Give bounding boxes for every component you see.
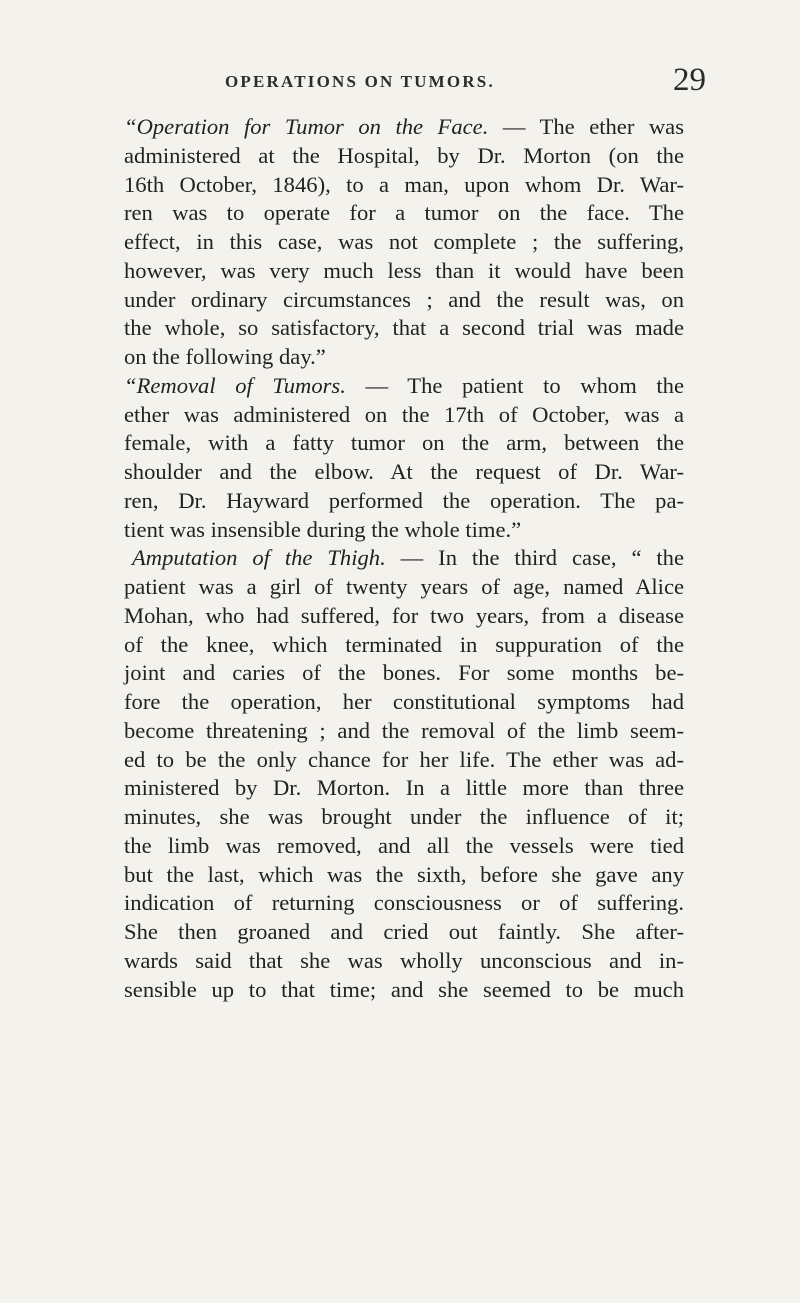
text-line: the whole, so satisfactory, that a second trial was made (124, 315, 684, 341)
text-line: but the last, which was the sixth, before she gave any (124, 861, 684, 887)
page-number: 29 (673, 62, 706, 98)
text-line: Amputation of the Thigh. — In the third case, “ the (132, 545, 685, 571)
text-line: joint and caries of the bones. For some months be- (124, 660, 684, 686)
running-head (0, 64, 800, 104)
section-heading: Amputation of the Thigh. (132, 545, 386, 571)
text-line: wards said that she was wholly unconscious and in- (124, 947, 684, 973)
text-line: of the knee, which terminated in suppuration of the (124, 631, 684, 657)
body-text (124, 113, 684, 1004)
text-line: sensible up to that time; and she seemed to be much (124, 976, 684, 1002)
text-line: Mohan, who had suffered, for two years, from a disease (124, 602, 684, 628)
text-line: patient was a girl of twenty years of age, named Alice (124, 574, 684, 599)
text-line: female, with a fatty tumor on the arm, between the (124, 430, 684, 456)
text-line: minutes, she was brought under the influence of it; (124, 804, 684, 829)
text-line: 16th October, 1846), to a man, upon whom Dr. War- (124, 171, 684, 197)
running-head-title: OPERATIONS ON TUMORS. (225, 72, 495, 91)
text-line: ren was to operate for a tumor on the face. The (124, 200, 684, 226)
text-line: shoulder and the elbow. At the request of Dr. War- (124, 459, 684, 484)
text-line: become threatening ; and the removal of the limb seem- (124, 717, 684, 743)
text-line: administered at the Hospital, by Dr. Morton (on the (124, 142, 684, 168)
section-heading: “Operation for Tumor on the Face. (124, 114, 489, 139)
text-line: under ordinary circumstances ; and the result was, on (124, 286, 684, 312)
text-line: ren, Dr. Hayward performed the operation. The pa- (124, 487, 684, 513)
text-line: ether was administered on the 17th of October, was a (124, 401, 684, 427)
text-line: “Operation for Tumor on the Face. — The ether was (124, 114, 685, 139)
text-line: indication of returning consciousness or of suffering. (124, 890, 684, 916)
text-line: effect, in this case, was not complete ; the suffering, (124, 229, 684, 254)
text-line: fore the operation, her constitutional symptoms had (124, 689, 684, 714)
text-line: ed to be the only chance for her life. The ether was ad- (124, 746, 684, 772)
text-line: tient was insensible during the whole time.” (124, 516, 522, 542)
text-line: She then groaned and cried out faintly. She after- (124, 919, 684, 944)
text-line: the limb was removed, and all the vessels were tied (124, 832, 684, 858)
text-line: on the following day.” (124, 344, 326, 369)
text-line: “Removal of Tumors. — The patient to whom the (124, 372, 684, 398)
section-heading: “Removal of Tumors. (124, 372, 346, 398)
text-line: however, was very much less than it would have been (124, 257, 684, 283)
text-line: ministered by Dr. Morton. In a little more than three (124, 775, 684, 801)
